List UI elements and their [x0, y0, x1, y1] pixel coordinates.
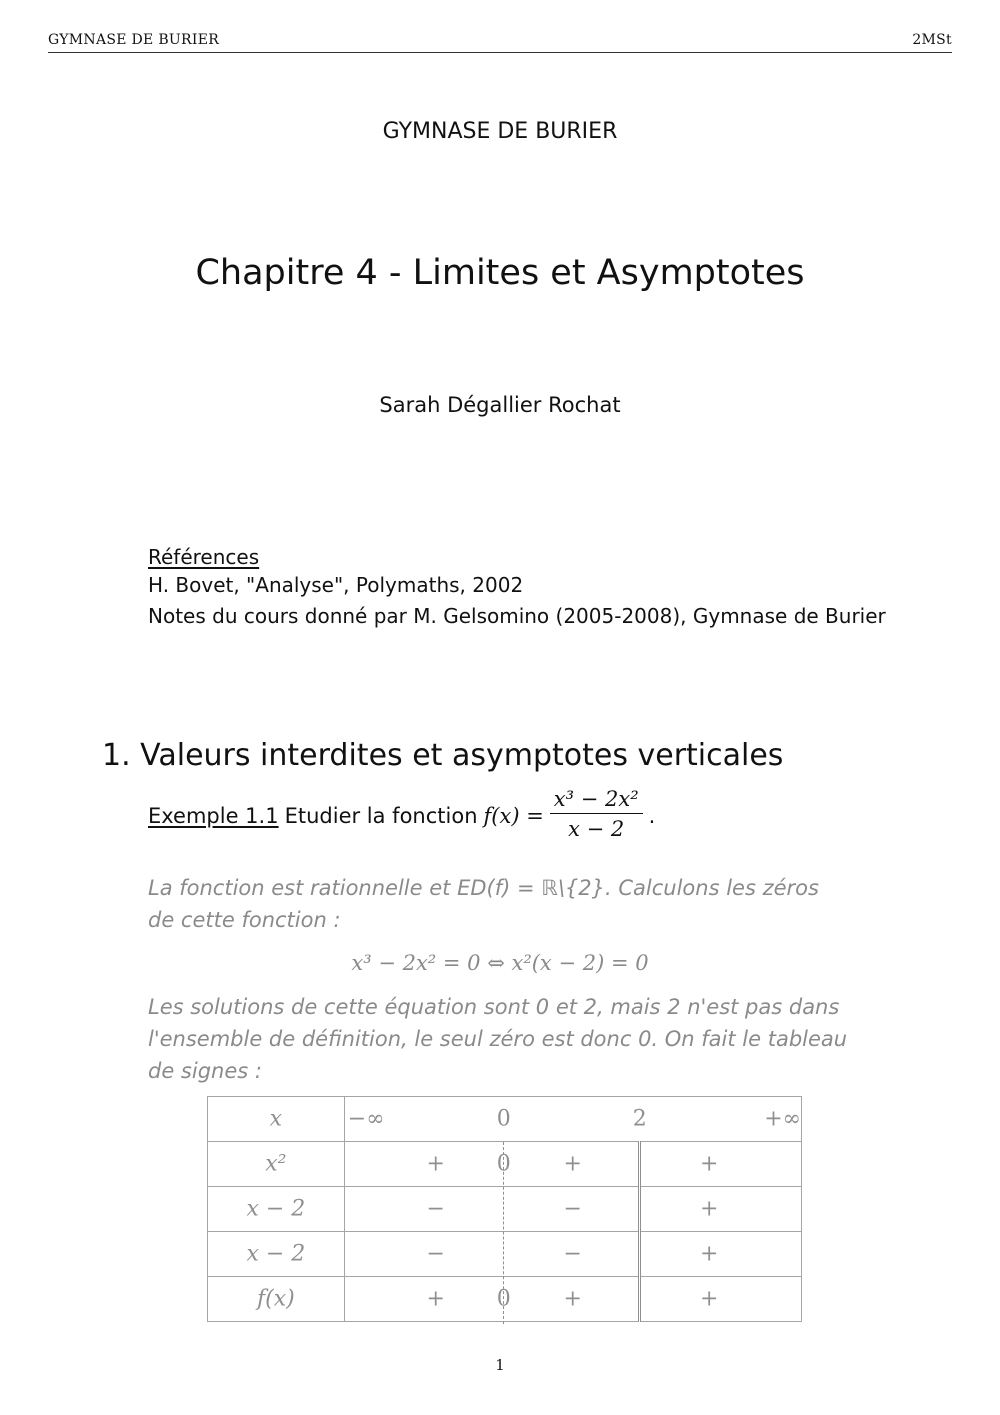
section-title: Valeurs interdites et asymptotes verticales	[140, 738, 784, 773]
document-title: Chapitre 4 - Limites et Asymptotes	[195, 253, 805, 293]
sign-value: −	[426, 1196, 445, 1222]
section-number: 1.	[102, 738, 131, 773]
sign-value: +	[426, 1286, 445, 1312]
sign-value: +	[700, 1196, 719, 1222]
school-name: GYMNASE DE BURIER	[382, 119, 618, 144]
table-cell	[640, 1277, 802, 1322]
page-number: 1	[495, 1356, 505, 1374]
example-end: .	[648, 804, 656, 828]
zero-dashed-line	[503, 1142, 504, 1324]
references-heading: Références	[148, 545, 260, 569]
sign-value: −	[563, 1241, 582, 1267]
sign-value: +	[563, 1286, 582, 1312]
sign-table-header-row	[208, 1097, 802, 1142]
table-cell	[344, 1142, 640, 1187]
fraction-denominator: x − 2	[568, 817, 625, 841]
table-row	[208, 1232, 802, 1277]
table-cell	[640, 1187, 802, 1232]
table-cell	[208, 1142, 345, 1187]
table-cell	[640, 1142, 802, 1187]
table-cell	[640, 1232, 802, 1277]
example-text: Etudier la fonction	[284, 804, 478, 828]
sign-value: +	[700, 1241, 719, 1267]
table-row	[208, 1142, 802, 1187]
table-cell	[208, 1187, 345, 1232]
solution-line: l'ensemble de définition, le seul zéro est donc 0. On fait le tableau	[148, 1027, 848, 1051]
row-label: x − 2	[246, 1196, 306, 1222]
equation: x³ − 2x² = 0 ⇔ x²(x − 2) = 0	[351, 951, 649, 975]
minus-infinity: −∞	[347, 1106, 385, 1132]
reference-item: H. Bovet, "Analyse", Polymaths, 2002	[148, 573, 524, 597]
row-label: f(x)	[257, 1286, 295, 1312]
sign-value: +	[700, 1286, 719, 1312]
solution-line: de signes :	[148, 1059, 262, 1083]
sign-value: −	[426, 1241, 445, 1267]
table-row	[208, 1187, 802, 1232]
header-label: x	[269, 1106, 283, 1132]
row-label: x − 2	[246, 1241, 306, 1267]
table-cell	[344, 1187, 640, 1232]
table-cell	[208, 1232, 345, 1277]
sign-value: −	[563, 1196, 582, 1222]
plus-infinity: +∞	[764, 1106, 801, 1132]
reference-item: Notes du cours donné par M. Gelsomino (2005-2008), Gymnase de Burier	[148, 604, 886, 628]
header-value-two: 2	[632, 1106, 647, 1132]
function-fraction	[550, 787, 643, 841]
running-header-left: GYMNASE DE BURIER	[48, 32, 220, 48]
section-heading	[102, 738, 783, 773]
zero-value: 0	[496, 1286, 511, 1312]
sign-table	[207, 1096, 802, 1322]
solution-line: de cette fonction :	[148, 908, 341, 932]
table-cell	[344, 1097, 801, 1142]
fraction-numerator: x³ − 2x²	[550, 787, 643, 814]
table-cell	[208, 1277, 345, 1322]
table-cell	[208, 1097, 345, 1142]
function-lhs: f(x) =	[483, 804, 544, 828]
solution-line: La fonction est rationnelle et ED(f) = ℝ\{2}. Calculons les zéros	[148, 876, 819, 900]
solution-line: Les solutions de cette équation sont 0 et 2, mais 2 n'est pas dans	[148, 995, 840, 1019]
running-header-right: 2MSt	[912, 32, 952, 48]
example-statement	[148, 784, 655, 848]
sign-value: +	[700, 1151, 719, 1177]
example-label: Exemple 1.1	[148, 804, 279, 828]
header-value-zero: 0	[496, 1106, 511, 1132]
zero-value: 0	[496, 1151, 511, 1177]
author-name: Sarah Dégallier Rochat	[379, 393, 621, 417]
sign-value: +	[563, 1151, 582, 1177]
sign-value: +	[426, 1151, 445, 1177]
header-rule	[48, 52, 952, 53]
table-cell	[344, 1277, 640, 1322]
row-label: x²	[265, 1151, 287, 1177]
table-cell	[344, 1232, 640, 1277]
table-row	[208, 1277, 802, 1322]
